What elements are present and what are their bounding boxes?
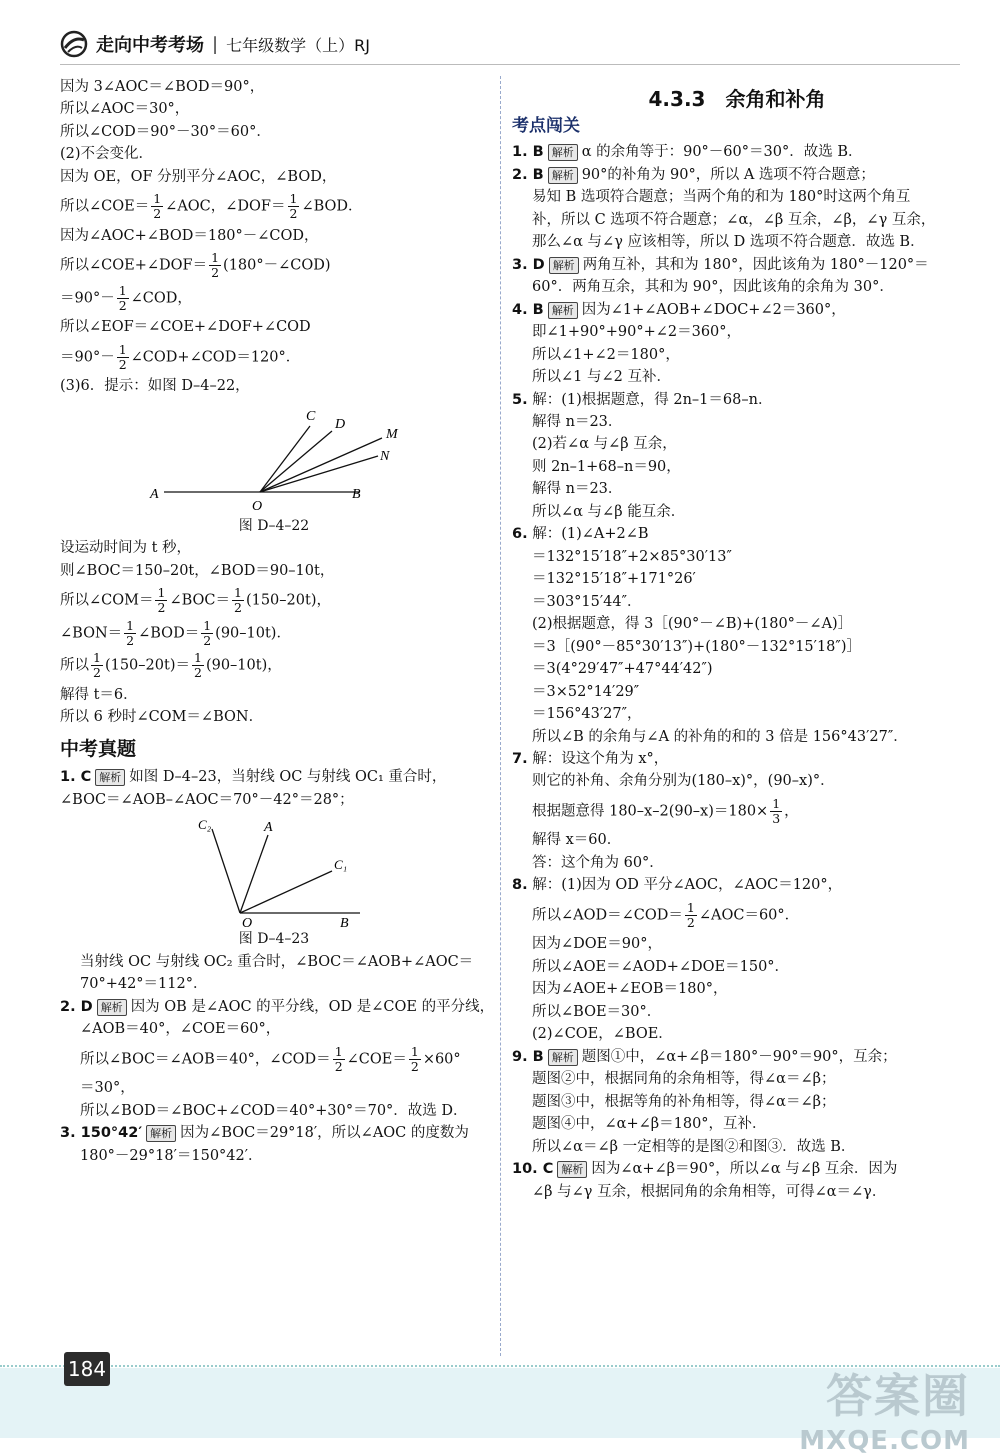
text-line: (2)不会变化． (60, 146, 154, 163)
text-fragment: (150–20t)＝ (104, 657, 190, 674)
text-line: 设运动时间为 t 秒， (60, 540, 192, 557)
text-line: 所以∠B 的余角与∠A 的补角的和的 3 倍是 156°43′27″． (532, 728, 908, 745)
text-fragment: ∠COD+∠COD＝120°． (130, 349, 301, 366)
text-line: 所以∠BOE＝30°． (532, 1003, 662, 1020)
denominator: 2 (686, 914, 695, 930)
text-line (60, 192, 488, 221)
numerator: 1 (93, 650, 101, 666)
question-number: 4. B (512, 301, 544, 318)
text-line: 70°+42°＝112°． (80, 976, 208, 993)
section-heading: 4.3.3 余角和补角 (648, 87, 826, 111)
text-line: 题图②中，根据同角的余角相等，得∠α＝∠β； (532, 1071, 836, 1088)
r10-line (512, 1158, 962, 1180)
r8-line (512, 874, 962, 896)
text-fragment: 因为 OB 是∠AOC 的平分线，OD 是∠COE 的平分线， (130, 998, 495, 1015)
text-fragment: 所以∠AOD＝∠COD＝ (532, 907, 683, 924)
denominator: 2 (93, 665, 101, 681)
question-number: 1. C (60, 769, 92, 786)
denominator: 2 (193, 665, 202, 681)
fraction (201, 619, 213, 648)
denominator: 2 (126, 632, 135, 648)
ray-oc (260, 426, 310, 492)
text-fragment: ×60° (422, 1051, 461, 1067)
rays-diagram-2 (60, 811, 488, 929)
text-line: ＝3×52°14′29″ (532, 683, 640, 700)
text-line: ∠AOB＝40°，∠COE＝60°， (80, 1021, 281, 1038)
text-line: 60°．两角互余，其和为 90°，因此该角的余角为 30°． (532, 279, 894, 296)
question-number: 3. 150°42′ (60, 1125, 143, 1142)
figure-d-4-23 (60, 811, 488, 951)
text-fragment: 解：(1)∠A+2∠B (532, 526, 649, 543)
numerator: 1 (686, 899, 695, 915)
analysis-tag: 解析 (97, 999, 127, 1016)
text-line (512, 797, 962, 826)
text-line: 因为 3∠AOC＝∠BOD＝90°， (60, 79, 265, 95)
text-line: 所以∠EOF＝∠COE+∠DOF+∠COD (60, 319, 311, 336)
column-divider (500, 76, 501, 1356)
numerator: 1 (118, 341, 127, 357)
text-fragment: 因为∠1+∠AOB+∠DOC+∠2＝360°， (581, 301, 846, 318)
label-o: O (252, 498, 263, 514)
figure-caption: 图 D–4–22 (238, 517, 310, 534)
text-line: 则∠BOC＝150–20t，∠BOD＝90–10t， (60, 562, 335, 579)
book-logo-icon (60, 30, 88, 58)
text-line: (3)6．提示：如图 D–4–22， (60, 378, 250, 395)
text-fragment: ∠COD， (130, 290, 192, 307)
text-line: 180°－29°18′＝150°42′． (80, 1147, 263, 1164)
text-fragment: ∠BON＝ (60, 625, 123, 642)
denominator: 2 (118, 356, 127, 372)
question-number: 2. B (512, 166, 544, 183)
text-fragment: 所以∠COM＝ (60, 592, 154, 609)
header-separator: | (212, 33, 219, 55)
text-line: 补，所以 C 选项不符合题意；∠α，∠β 互余，∠β，∠γ 互余， (532, 211, 936, 228)
question-number: 5. (512, 391, 528, 408)
numerator: 1 (410, 1043, 419, 1059)
watermark (799, 1360, 970, 1456)
denominator: 2 (118, 297, 127, 313)
text-line: ＝3(4°29′47″+47°44′42″) (532, 661, 713, 678)
text-line (60, 343, 488, 372)
text-line: 所以∠BOD＝∠BOC+∠COD＝40°+30°＝70°．故选 D． (80, 1102, 468, 1119)
text-fragment: (180°－∠COD) (223, 257, 331, 274)
text-fragment: (90–10t)． (215, 625, 291, 642)
q2-line (60, 996, 495, 1018)
text-fragment: 题图①中，∠α+∠β＝180°－90°＝90°，互余； (581, 1048, 897, 1065)
book-subtitle: 七年级数学（上）RJ (226, 35, 370, 55)
text-fragment: (90–10t)， (205, 657, 282, 674)
label-b: B (340, 916, 349, 930)
fraction (117, 343, 129, 372)
label-b: B (352, 486, 361, 502)
text-fragment: α 的余角等于：90°－60°＝30°．故选 B． (581, 144, 863, 161)
text-fragment: 因为∠α+∠β＝90°，所以∠α 与∠β 互余．因为 (591, 1161, 898, 1178)
text-line (60, 586, 488, 615)
label-o: O (242, 916, 253, 930)
text-fragment: ∠BOD＝ (138, 625, 200, 642)
text-line (60, 1045, 488, 1074)
text-line: 所以∠AOC＝30°， (60, 101, 190, 118)
fraction (151, 192, 163, 221)
text-fragment: ∠BOD． (301, 198, 363, 215)
page-number: 184 (64, 1352, 110, 1386)
numerator: 1 (234, 585, 242, 601)
label-c2: C₂ (198, 817, 212, 833)
question-number: 7. (512, 751, 528, 767)
fraction (232, 586, 244, 615)
denominator: 2 (289, 206, 298, 222)
text-fragment: ＝90°－ (60, 290, 115, 307)
numerator: 1 (772, 795, 781, 811)
question-number: 2. D (60, 998, 93, 1015)
ray-oa (240, 835, 268, 913)
label-c: C (306, 408, 316, 424)
text-line: 所以∠α 与∠β 能互余． (532, 503, 686, 520)
denominator: 2 (334, 1058, 343, 1074)
text-line: 因为∠AOC+∠BOD＝180°－∠COD， (60, 227, 319, 244)
r7-line (512, 748, 962, 770)
text-line: 易知 B 选项符合题意；当两个角的和为 180°时这两个角互 (532, 189, 911, 206)
text-fragment: (150–20t)， (245, 592, 331, 609)
text-line: ＝156°43′27″， (532, 706, 642, 723)
ray-oc2 (212, 829, 240, 913)
analysis-tag: 解析 (548, 302, 578, 319)
text-line (60, 619, 488, 648)
denominator: 2 (157, 600, 166, 616)
fraction (124, 619, 136, 648)
text-line: 题图④中，∠α+∠β＝180°，互补． (532, 1116, 767, 1133)
text-fragment: 解：(1)因为 OD 平分∠AOC，∠AOC＝120°， (532, 877, 843, 894)
analysis-tag: 解析 (548, 1049, 578, 1066)
text-line: ＝132°15′18″+171°26′ (532, 571, 696, 588)
analysis-tag: 解析 (95, 769, 125, 786)
r4-line (512, 299, 962, 321)
denominator: 2 (211, 265, 220, 281)
fraction (288, 192, 300, 221)
text-line (512, 901, 962, 930)
text-line: 即∠1+90°+90°+∠2＝360°， (532, 324, 742, 341)
fraction (192, 651, 204, 680)
text-line: 那么∠α 与∠γ 应该相等，所以 D 选项不符合题意．故选 B． (532, 234, 925, 251)
text-fragment: ∠AOC，∠DOF＝ (165, 198, 286, 215)
question-number: 3. D (512, 256, 545, 273)
numerator: 1 (157, 585, 166, 601)
numerator: 1 (203, 617, 212, 633)
text-line: 所以∠AOE＝∠AOD+∠DOE＝150°． (532, 958, 790, 975)
text-line: 解得 x＝60． (532, 832, 622, 849)
text-fragment: ＝90°－ (60, 349, 115, 366)
analysis-tag: 解析 (548, 167, 578, 184)
numerator: 1 (118, 282, 127, 298)
denominator: 2 (153, 206, 162, 222)
text-fragment: 两角互补，其和为 180°，因此该角为 180°－120°＝ (582, 256, 929, 273)
text-line: (2)根据题意，得 3［(90°－∠B)+(180°－∠A)］ (532, 616, 853, 633)
text-line: ＝132°15′18″+2×85°30′13″ (532, 548, 732, 565)
text-line: ＝3［(90°－85°30′13″)+(180°－132°15′18″)］ (532, 638, 861, 655)
figure-caption: 图 D–4–23 (238, 931, 310, 948)
text-fragment: ∠COE＝ (346, 1051, 407, 1067)
r1-line (512, 141, 962, 163)
label-d: D (335, 416, 346, 432)
fraction (91, 651, 103, 680)
watermark-url: MXQE.COM (799, 1426, 970, 1456)
text-line: 所以∠1 与∠2 互补． (532, 369, 671, 386)
text-fragment: ∠AOC＝60°． (698, 907, 800, 924)
label-a: A (150, 486, 159, 502)
r9-line (512, 1046, 962, 1068)
numerator: 1 (193, 650, 202, 666)
text-line: 所以∠1+∠2＝180°， (532, 346, 680, 363)
label-c1: C₁ (334, 857, 348, 873)
denominator: 2 (234, 600, 242, 616)
q3-line (60, 1122, 488, 1144)
text-fragment: ∠BOC＝ (169, 592, 230, 609)
question-number: 9. B (512, 1048, 544, 1065)
text-line: (2)若∠α 与∠β 互余， (532, 436, 677, 453)
text-line: (2)∠COE，∠BOE． (532, 1026, 673, 1043)
question-number: 1. B (512, 144, 544, 161)
numerator: 1 (211, 250, 220, 266)
text-fragment: ， (784, 803, 799, 820)
text-line: ∠β 与∠γ 互余，根据同角的余角相等，可得∠α＝∠γ． (532, 1183, 887, 1200)
header-rule (60, 64, 960, 65)
text-line: 答：这个角为 60°． (532, 854, 664, 871)
label-m: M (386, 426, 398, 442)
question-number: 8. (512, 877, 528, 894)
text-fragment: 所以 (60, 657, 89, 674)
text-line: ＝303°15′44″． (532, 593, 642, 610)
numerator: 1 (334, 1043, 343, 1059)
analysis-tag: 解析 (146, 1125, 176, 1142)
analysis-tag: 解析 (548, 144, 578, 161)
page-header (60, 28, 370, 60)
text-line: 所以∠COD＝90°－30°＝60°． (60, 123, 271, 140)
r2-line (512, 164, 962, 186)
question-number: 10. C (512, 1161, 554, 1178)
r3-line (512, 254, 962, 276)
rays-diagram (60, 398, 488, 516)
text-line (60, 284, 488, 313)
r6-line (512, 523, 962, 545)
right-column (512, 76, 962, 1203)
text-line: 则 2n–1+68–n＝90， (532, 458, 681, 475)
fraction (155, 586, 167, 615)
text-line: 所以∠α＝∠β 一定相等的是图②和图③．故选 B． (532, 1138, 856, 1155)
label-n: N (380, 448, 390, 464)
q1-line (60, 766, 488, 788)
text-line: 所以 6 秒时∠COM＝∠BON． (60, 709, 264, 726)
fraction (409, 1045, 421, 1074)
ray-od (260, 431, 332, 492)
r5-line (512, 389, 962, 411)
fraction (333, 1045, 345, 1074)
numerator: 1 (289, 191, 298, 207)
text-fragment: 如图 D–4–23，当射线 OC 与射线 OC₁ 重合时， (129, 769, 447, 786)
text-line: 因为 OE，OF 分别平分∠AOC，∠BOD， (60, 168, 337, 185)
text-fragment: 90°的补角为 90°，所以 A 选项不符合题意； (581, 166, 875, 183)
text-line: ＝30°， (80, 1080, 135, 1097)
text-fragment: 所以∠COE+∠DOF＝ (60, 257, 208, 274)
watermark-text: 答案圈 (826, 1369, 970, 1423)
text-fragment: 所以∠COE＝ (60, 198, 150, 215)
text-fragment: 因为∠BOC＝29°18′，所以∠AOC 的度数为 (180, 1125, 469, 1142)
brand-title: 走向中考考场 (96, 35, 204, 56)
ray-oc1 (240, 871, 332, 913)
numerator: 1 (126, 617, 135, 633)
fraction (685, 901, 697, 930)
text-line (60, 651, 488, 680)
label-a: A (264, 820, 273, 836)
numerator: 1 (153, 191, 162, 207)
text-line (60, 251, 488, 280)
ray-om (260, 438, 382, 492)
text-fragment: 根据题意得 180–x–2(90–x)＝180× (532, 803, 769, 820)
analysis-tag: 解析 (557, 1161, 587, 1178)
text-line: 因为∠AOE+∠EOB＝180°， (532, 981, 728, 998)
question-number: 6. (512, 526, 528, 543)
fraction (770, 797, 782, 826)
text-fragment: 解：(1)根据题意，得 2n–1＝68–n． (532, 391, 773, 408)
left-column (60, 76, 495, 1167)
denominator: 2 (410, 1058, 419, 1074)
figure-d-4-22 (60, 398, 488, 538)
fraction (209, 251, 221, 280)
text-fragment: 解：设这个角为 x°， (532, 751, 669, 767)
text-line: 题图③中，根据等角的补角相等，得∠α＝∠β； (532, 1093, 836, 1110)
analysis-tag: 解析 (549, 257, 579, 274)
fraction (117, 284, 129, 313)
text-line: 当射线 OC 与射线 OC₂ 重合时，∠BOC＝∠AOB+∠AOC＝ (80, 953, 474, 970)
denominator: 3 (772, 810, 781, 826)
subsection-label: 考点闯关 (512, 116, 580, 136)
text-line: 解得 t＝6． (60, 686, 138, 703)
denominator: 2 (203, 632, 212, 648)
text-line: 解得 n＝23． (532, 413, 623, 430)
section-title: 中考真题 (60, 737, 137, 760)
text-line: ∠BOC＝∠AOB–∠AOC＝70°－42°＝28°； (60, 791, 354, 808)
text-line: 因为∠DOE＝90°， (532, 936, 662, 953)
text-fragment: 所以∠BOC＝∠AOB＝40°，∠COD＝ (80, 1051, 331, 1067)
text-line: 则它的补角、余角分别为(180–x)°，(90–x)°． (532, 773, 835, 790)
text-line: 解得 n＝23． (532, 481, 623, 498)
